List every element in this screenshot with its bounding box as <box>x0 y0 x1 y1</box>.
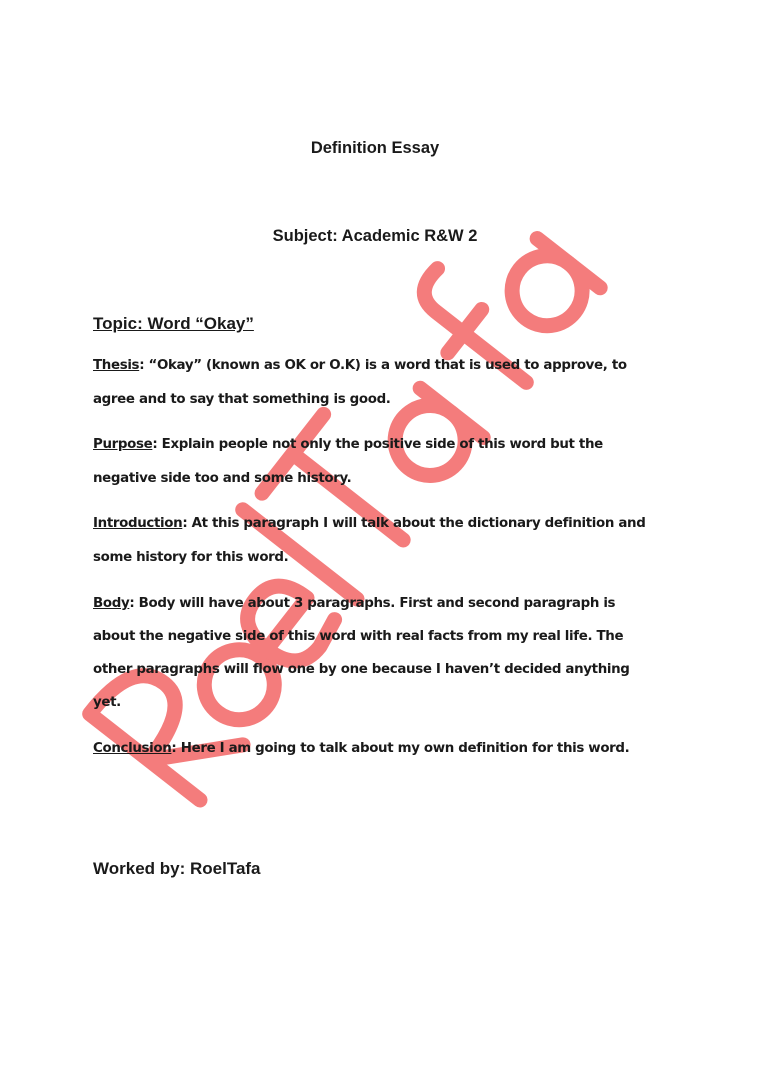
introduction-label: Introduction <box>93 516 183 531</box>
thesis-line <box>93 358 627 373</box>
introduction-line <box>93 550 288 565</box>
body-line <box>93 662 630 677</box>
subject-heading: Subject: Academic R&W 2 <box>272 227 478 245</box>
paragraph-text: : At this paragraph I will talk about the dictionary definition and <box>182 516 646 531</box>
topic-heading: Topic: Word “Okay” <box>93 314 254 333</box>
paragraph-text: negative side too and some history. <box>93 471 352 486</box>
document-title: Definition Essay <box>310 139 440 157</box>
conclusion-label: Conclusion <box>93 741 172 756</box>
paragraph-text: : Explain people not only the positive side of this word but the <box>152 437 603 452</box>
paragraph-text: : Here I am going to talk about my own definition for this word. <box>171 741 630 756</box>
paragraph-text: other paragraphs will flow one by one because I haven’t decided anything <box>93 662 630 677</box>
paragraph-text: yet. <box>93 695 121 710</box>
paragraph-text: : Body will have about 3 paragraphs. First and second paragraph is <box>129 596 616 611</box>
purpose-line <box>93 471 351 486</box>
body-line <box>93 629 623 644</box>
watermark-lettering <box>86 199 600 800</box>
paragraph-text: about the negative side of this word with real facts from my real life. The <box>93 629 624 644</box>
thesis-label: Thesis <box>93 358 140 373</box>
paragraph-text: : “Okay” (known as OK or O.K) is a word that is used to approve, to <box>139 358 627 373</box>
thesis-line <box>93 392 391 407</box>
purpose-line <box>93 437 603 452</box>
body-line <box>93 596 615 611</box>
purpose-label: Purpose <box>93 437 153 452</box>
introduction-line <box>93 516 645 531</box>
paragraph-text: agree and to say that something is good. <box>93 392 391 407</box>
body-label: Body <box>93 596 130 611</box>
paragraph-text: some history for this word. <box>93 550 289 565</box>
conclusion-line <box>93 741 629 756</box>
worked-by: Worked by: RoelTafa <box>93 859 261 878</box>
body-line <box>93 695 121 710</box>
